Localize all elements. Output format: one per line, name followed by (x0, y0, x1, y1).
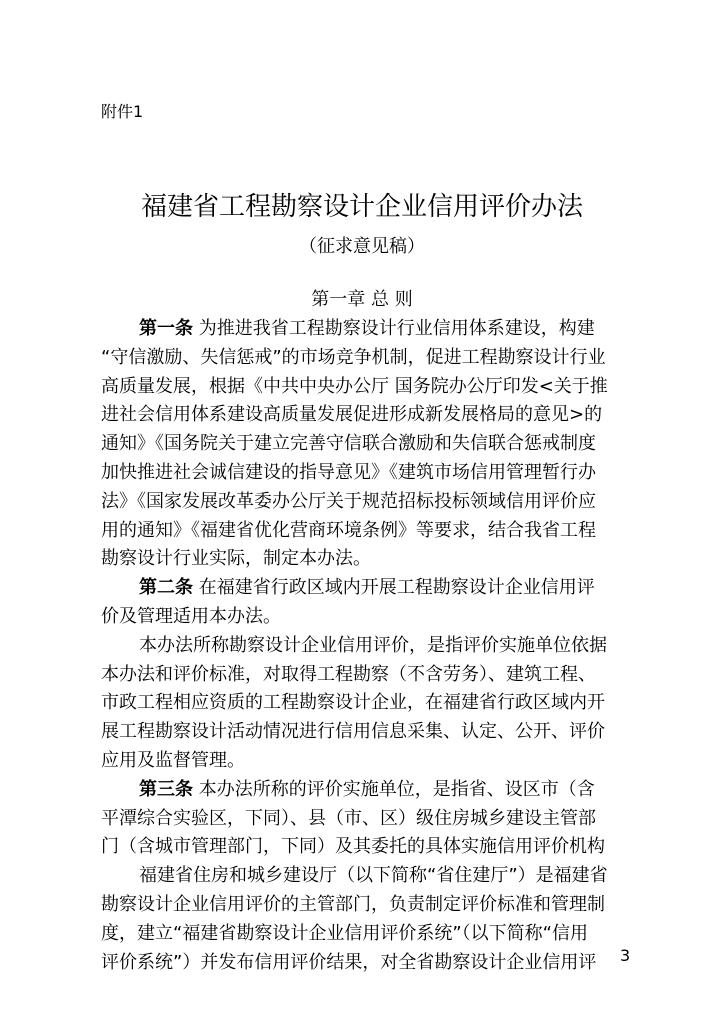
body-line: 用的通知》《福建省优化营商环境条例》等要求，结合我省工程 (101, 519, 596, 541)
body-line: 通知》《国务院关于建立完善守信联合激励和失信联合惩戒制度 (101, 433, 596, 455)
body-line: “守信激励、失信惩戒”的市场竞争机制，促进工程勘察设计行业 (101, 346, 606, 368)
draft-subtitle: （征求意见稿） (299, 236, 425, 257)
body-line: 法》《国家发展改革委办公厅关于规范招标投标领域信用评价应 (101, 490, 596, 512)
article-2-text: 在福建省行政区域内开展工程勘察设计企业信用评 (193, 577, 595, 599)
chapter-heading: 第一章 总 则 (311, 289, 413, 310)
body-line: 价及管理适用本办法。 (101, 605, 281, 627)
body-line: 勘察设计行业实际，制定本办法。 (101, 548, 371, 570)
body-line: 应用及监督管理。 (101, 749, 245, 771)
document-body (101, 315, 649, 977)
article-1-line-1 (101, 315, 649, 344)
body-line: 度，建立“福建省勘察设计企业信用评价系统”（以下简称“信用 (101, 922, 588, 944)
article-2-line-1 (101, 574, 649, 603)
article-1-text: 为推进我省工程勘察设计行业信用体系建设，构建 (193, 318, 595, 339)
body-line: 市政工程相应资质的工程勘察设计企业，在福建省行政区域内开 (101, 692, 605, 714)
body-line: 评价系统”）并发布信用评价结果，对全省勘察设计企业信用评 (101, 951, 597, 973)
body-line: 高质量发展，根据《中共中央办公厅 国务院办公厅印发<关于推 (101, 375, 608, 397)
page-number: 3 (620, 946, 631, 965)
article-3-line-1 (101, 776, 649, 805)
body-line: 勘察设计企业信用评价的主管部门，负责制定评价标准和管理制 (101, 893, 605, 915)
body-line: 本办法和评价标准，对取得工程勘察（不含劳务）、建筑工程、 (101, 663, 596, 685)
body-line: 加快推进社会诚信建设的指导意见》《建筑市场信用管理暂行办 (101, 461, 596, 483)
document-title: 福建省工程勘察设计企业信用评价办法 (140, 192, 583, 222)
body-line: 展工程勘察设计活动情况进行信用信息采集、认定、公开、评价 (101, 721, 605, 743)
attachment-label: 附件1 (101, 102, 144, 121)
article-3-heading: 第三条 (139, 778, 193, 800)
article-2-heading: 第二条 (139, 577, 193, 599)
body-line: 平潭综合实验区，下同）、县（市、区）级住房城乡建设主管部 (101, 807, 596, 829)
body-line: 本办法所称勘察设计企业信用评价，是指评价实施单位依据 (139, 634, 607, 656)
article-3-text: 本办法所称的评价实施单位，是指省、设区市（含 (193, 778, 595, 800)
article-1-heading: 第一条 (139, 318, 193, 339)
body-line: 门（含城市管理部门，下同）及其委托的具体实施信用评价机构 (101, 836, 605, 858)
body-line: 进社会信用体系建设高质量发展促进形成新发展格局的意见>的 (101, 404, 603, 426)
body-line: 福建省住房和城乡建设厅（以下简称“省住建厅”）是福建省 (139, 865, 608, 887)
